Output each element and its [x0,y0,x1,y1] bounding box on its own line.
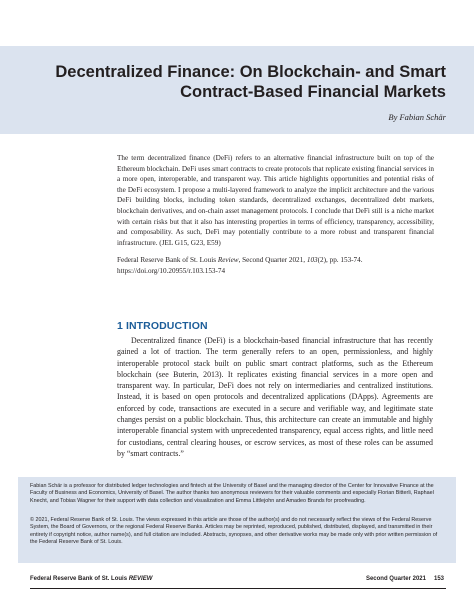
citation-issue-prefix: , Second Quarter 2021, [238,256,307,264]
article-title: Decentralized Finance: On Blockchain- and Smart Contract-Based Financial Markets [55,63,446,101]
citation-line [117,255,434,266]
doi-link[interactable]: https://doi.org/10.20955/r.103.153-74 [117,266,226,275]
citation [117,255,434,276]
footer-publisher-name: Federal Reserve Bank of St. Louis [30,576,129,582]
section-body: Decentralized finance (DeFi) is a blockchain-based financial infrastructure that has recently gained a lot of traction. The term generally refers to an open, permissionless, and highly interoperable protocol stack built on public smart contract platforms, such as the Ethereum blockchain (see Buterin, 2013). It replicates existing financial services in a more open and transparent way. In particular, DeFi does not rely on intermediaries and centralized institutions. Instead, it is based on open protocols and decentralized applications (DApps). Agreements are enforced by code, transactions are executed in a secure and verifiable way, and legitimate state changes persist on a public blockchain. Thus, this architecture can create an immutable and highly interoperable financial system with unprecedented transparency, equal access rights, and little need for custodians, central clearing houses, or escrow services, as most of these roles can be assumed by “smart contracts.” [117,336,433,458]
author-byline: By Fabian Schär [388,112,446,122]
abstract: The term decentralized finance (DeFi) refers to an alternative financial infrastructure built on top of the Ethereum blockchain. DeFi uses smart contracts to create protocols that replicate existing financial services in a more open, interoperable, and transparent way. This article highlights opportunities and potential risks of the DeFi ecosystem. I propose a multi-layered framework to analyze the implicit architecture and the various DeFi building blocks, including token standards, decentralized exchanges, decentralized debt markets, blockchain derivatives, and on-chain asset management protocols. I conclude that DeFi still is a niche market with certain risks but that it also has interesting properties in terms of efficiency, transparency, accessibility, and composability. As such, DeFi may potentially contribute to a more robust and transparent financial infrastructure. (JEL G15, G23, E59) [117,154,434,247]
footer-issue-label: Second Quarter 2021 [365,576,426,582]
section-heading: 1 INTRODUCTION [117,320,208,332]
citation-journal: Review [217,256,239,264]
footer-rule [30,588,446,589]
footer-publisher [30,576,152,582]
citation-issue-suffix: (2), pp. 153-74. [317,256,363,264]
copyright-note: © 2021, Federal Reserve Bank of St. Louis. The views expressed in this article are those of the author(s) and do not necessarily reflect the views of the Federal Reserve System, the Board of Governors, or the regional Federal Reserve Banks. Articles may be reprinted, reproduced, published, distributed, displayed, and transmitted in their entirety if copyright notice, author name(s), and full citation are included. Abstracts, synopses, and other derivative works may be made only with prior written permission of the Federal Reserve Bank of St. Louis. [30,517,438,546]
author-note: Fabian Schär is a professor for distributed ledger technologies and fintech at the University of Basel and the managing director of the Center for Innovative Finance at the Faculty of Business and Economics, University of Basel. The author thanks two anonymous reviewers for their valuable comments and especially Florian Bitterli, Raphael Knecht, and Tobias Wagner for their support with data collection and visualization and Emma Littlejohn and Amadeo Brands for proofreading. [30,483,434,504]
citation-prefix: Federal Reserve Bank of St. Louis [117,256,218,264]
footer-issue [366,576,444,582]
footer-journal: REVIEW [128,576,153,582]
page-number: 153 [433,576,444,582]
citation-volume: 103 [306,256,318,264]
